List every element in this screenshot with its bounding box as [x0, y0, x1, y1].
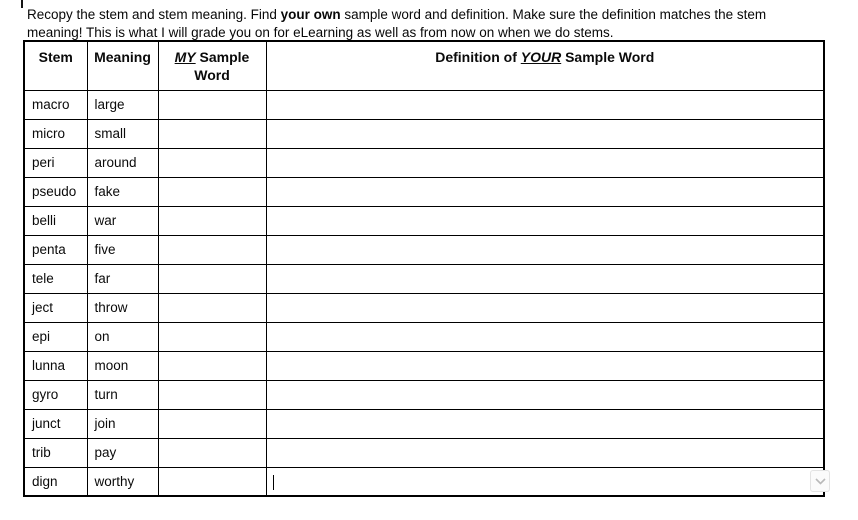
stem-cell[interactable]: [24, 380, 87, 409]
stem-text: peri: [32, 155, 55, 170]
instruction-paragraph[interactable]: [27, 6, 797, 42]
definition-cell[interactable]: [266, 148, 824, 177]
sample-word-cell[interactable]: [158, 177, 266, 206]
table-row: [24, 322, 824, 351]
sample-word-cell[interactable]: [158, 351, 266, 380]
sample-word-cell[interactable]: [158, 322, 266, 351]
sample-word-cell[interactable]: [158, 206, 266, 235]
meaning-cell[interactable]: [87, 206, 158, 235]
definition-cell[interactable]: [266, 206, 824, 235]
meaning-cell[interactable]: [87, 177, 158, 206]
definition-cell[interactable]: [266, 264, 824, 293]
table-header-row: [24, 41, 824, 90]
header-definition-suffix: Sample Word: [561, 49, 655, 65]
stem-cell[interactable]: [24, 351, 87, 380]
stem-text: trib: [32, 445, 51, 460]
chevron-down-icon: [815, 478, 826, 485]
table-row: [24, 293, 824, 322]
definition-cell[interactable]: [266, 351, 824, 380]
stem-cell[interactable]: [24, 206, 87, 235]
stem-text: macro: [32, 97, 70, 112]
definition-cell[interactable]: [266, 119, 824, 148]
meaning-cell[interactable]: [87, 90, 158, 119]
meaning-cell[interactable]: [87, 148, 158, 177]
stems-table: [23, 40, 825, 497]
sample-word-cell[interactable]: [158, 90, 266, 119]
meaning-text: small: [94, 126, 127, 141]
sample-word-cell[interactable]: [158, 438, 266, 467]
table-row: [24, 206, 824, 235]
stem-text: lunna: [32, 358, 66, 373]
meaning-cell[interactable]: [87, 351, 158, 380]
definition-cell[interactable]: [266, 90, 824, 119]
meaning-cell[interactable]: [87, 322, 158, 351]
stem-cell[interactable]: [24, 293, 87, 322]
sample-word-cell[interactable]: [158, 264, 266, 293]
stem-cell[interactable]: [24, 264, 87, 293]
header-stem: Stem: [24, 41, 87, 90]
meaning-cell[interactable]: [87, 235, 158, 264]
table-row: [24, 119, 824, 148]
table-row: [24, 351, 824, 380]
stem-cell[interactable]: [24, 177, 87, 206]
partial-text-cursor: [21, 0, 23, 8]
meaning-text: fake: [94, 184, 121, 199]
table-row: [24, 148, 824, 177]
sample-word-cell[interactable]: [158, 148, 266, 177]
meaning-cell[interactable]: [87, 467, 158, 496]
sample-word-cell[interactable]: [158, 467, 266, 496]
stem-text: tele: [32, 271, 54, 286]
meaning-text: on: [94, 329, 110, 344]
meaning-text: around: [94, 155, 137, 170]
stem-cell[interactable]: [24, 90, 87, 119]
meaning-text: throw: [94, 300, 128, 315]
stem-text: belli: [32, 213, 57, 228]
table-row: [24, 467, 824, 496]
definition-cell[interactable]: [266, 322, 824, 351]
scroll-down-button[interactable]: [810, 470, 830, 492]
header-sample-rest: Sample Word: [194, 49, 250, 83]
table-row: [24, 438, 824, 467]
definition-cell[interactable]: [266, 467, 824, 496]
header-meaning: Meaning: [87, 41, 158, 90]
definition-cell[interactable]: [266, 235, 824, 264]
header-my-emphasis: MY: [174, 49, 196, 65]
meaning-text: turn: [94, 387, 118, 402]
table-row: [24, 235, 824, 264]
meaning-text: far: [94, 271, 111, 286]
stem-text: ject: [32, 300, 54, 315]
definition-cell[interactable]: [266, 293, 824, 322]
meaning-text: large: [94, 97, 125, 112]
stem-text: junct: [32, 416, 61, 431]
meaning-cell[interactable]: [87, 293, 158, 322]
stem-cell[interactable]: [24, 438, 87, 467]
meaning-cell[interactable]: [87, 438, 158, 467]
instruction-text: meaning! This is what I will grade you on for eLearning as well as from now on when we do stems.: [27, 25, 614, 40]
stem-text: gyro: [32, 387, 59, 402]
definition-cell[interactable]: [266, 438, 824, 467]
stem-text: dign: [32, 473, 58, 489]
definition-cell[interactable]: [266, 177, 824, 206]
sample-word-cell[interactable]: [158, 235, 266, 264]
table-row: [24, 177, 824, 206]
meaning-cell[interactable]: [87, 119, 158, 148]
table-row: [24, 409, 824, 438]
header-definition-prefix: Definition of: [435, 49, 521, 65]
instruction-bold-text: your own: [280, 7, 341, 22]
stem-text: pseudo: [32, 184, 77, 199]
stem-text: micro: [32, 126, 65, 141]
sample-word-cell[interactable]: [158, 119, 266, 148]
instruction-text: Recopy the stem and stem meaning. Find: [27, 7, 281, 22]
stem-cell[interactable]: [24, 322, 87, 351]
meaning-text: moon: [94, 358, 129, 373]
stem-cell[interactable]: [24, 235, 87, 264]
stem-cell[interactable]: [24, 119, 87, 148]
meaning-text: pay: [94, 445, 117, 460]
sample-word-cell[interactable]: [158, 380, 266, 409]
header-your-emphasis: YOUR: [520, 49, 562, 65]
meaning-cell[interactable]: [87, 380, 158, 409]
header-definition: [266, 41, 824, 90]
instruction-text: sample word and definition. Make sure the definition matches the stem: [340, 7, 767, 22]
stem-text: penta: [32, 242, 66, 257]
table-row: [24, 90, 824, 119]
text-cursor: [273, 475, 275, 490]
stem-cell[interactable]: [24, 467, 87, 496]
meaning-cell[interactable]: [87, 409, 158, 438]
meaning-cell[interactable]: [87, 264, 158, 293]
sample-word-cell[interactable]: [158, 293, 266, 322]
definition-cell[interactable]: [266, 409, 824, 438]
table-row: [24, 264, 824, 293]
meaning-text: war: [94, 213, 117, 228]
table-row: [24, 380, 824, 409]
meaning-text: join: [94, 416, 116, 431]
sample-word-cell[interactable]: [158, 409, 266, 438]
header-my-sample-word: [158, 41, 266, 90]
stem-cell[interactable]: [24, 148, 87, 177]
stem-cell[interactable]: [24, 409, 87, 438]
stem-text: epi: [32, 329, 51, 344]
meaning-text: five: [94, 242, 116, 257]
definition-cell[interactable]: [266, 380, 824, 409]
meaning-text: worthy: [94, 473, 135, 489]
